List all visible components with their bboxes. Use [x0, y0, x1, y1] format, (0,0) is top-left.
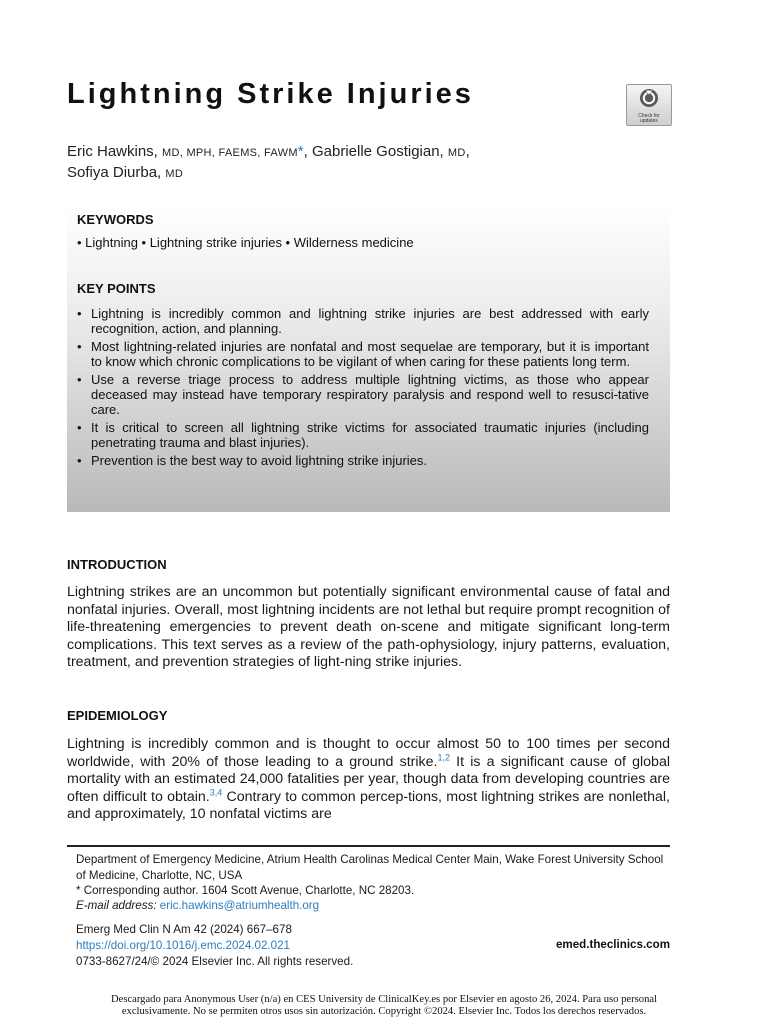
author-name: Gabrielle Gostigian, [311, 143, 444, 160]
citation-link[interactable]: 1,2 [437, 751, 450, 762]
key-point-item: • Lightning is incredibly common and lightning strike injuries are best addressed with early recognition, action, and planning. [77, 306, 649, 336]
email-link[interactable]: eric.hawkins@atriumhealth.org [159, 899, 320, 912]
journal-website[interactable]: emed.theclinics.com [555, 938, 670, 951]
author-name: Sofiya Diurba, [67, 164, 162, 181]
corresponding-author-note: * Corresponding author. 1604 Scott Avenue, Charlotte, NC 28203. [76, 884, 415, 897]
download-notice-line-2: exclusivamente. No se permiten otros usos sin autorización. Copyright ©2024. Elsevier Inc. Todos los derechos reservados. [121, 1006, 647, 1017]
key-points-heading: KEY POINTS [77, 281, 156, 296]
key-point-item: • Use a reverse triage process to address multiple lightning victims, as those who appear deceased may instead have temporary respiratory paralysis and respond well to resusci-tative care. [77, 372, 649, 417]
doi-link[interactable] [76, 938, 290, 954]
key-points-list [77, 306, 649, 471]
doi-text[interactable]: https://doi.org/10.1016/j.emc.2024.02.021 [76, 939, 290, 952]
author-separator: , [303, 143, 308, 160]
check-for-updates-badge[interactable] [626, 84, 672, 126]
check-for-updates-icon [638, 87, 660, 109]
author-degrees: MD [447, 147, 466, 159]
keywords-heading: KEYWORDS [77, 212, 154, 227]
corresponding-author-mark[interactable]: * [297, 143, 304, 160]
epidemiology-text: Lightning is incredibly common and is thought to occur almost 50 to 100 times per second worldwide, with 20% of those leading to a ground strike. [67, 736, 670, 770]
article-title: Lightning Strike Injuries [67, 78, 474, 110]
author-separator: , [465, 143, 470, 160]
key-point-item: • Prevention is the best way to avoid lightning strike injuries. [77, 453, 649, 468]
citation-link[interactable]: 3,4 [209, 787, 223, 798]
download-notice [40, 994, 728, 1018]
epidemiology-text: It is a significant cause of global mortality with an estimated 24,000 fatalities per year, though data from developing countries are often difficult to obtain. [67, 753, 670, 805]
introduction-heading: INTRODUCTION [67, 557, 167, 572]
epidemiology-text: Contrary to common percep-tions, most lightning strikes are nonlethal, and approximately, 10 nonfatal victims are [67, 788, 670, 823]
copyright-line: 0733-8627/24/© 2024 Elsevier Inc. All rights reserved. [76, 955, 354, 968]
journal-citation: Emerg Med Clin N Am 42 (2024) 667–678 [76, 923, 292, 936]
author-degrees: MD [165, 168, 184, 180]
key-point-item: • It is critical to screen all lightning strike victims for associated traumatic injuries (including penetrating trauma and blast injuries). [77, 420, 649, 450]
author-name: Eric Hawkins, [67, 143, 158, 160]
email-line [76, 898, 670, 914]
keywords-list: • Lightning • Lightning strike injuries • Wilderness medicine [77, 235, 414, 250]
badge-label-line-2: updates [640, 118, 658, 124]
key-point-item: • Most lightning-related injuries are nonfatal and most sequelae are temporary, but it is important to know which chronic complications to be vigilant of when caring for these patients long term. [77, 339, 649, 369]
author-degrees: MD, MPH, FAEMS, FAWM [162, 147, 298, 159]
epidemiology-paragraph [67, 736, 670, 824]
badge-label-line-1: Check for [638, 113, 660, 119]
footnote-divider [67, 845, 670, 847]
epidemiology-heading: EPIDEMIOLOGY [67, 708, 168, 723]
affiliation-note: Department of Emergency Medicine, Atrium Health Carolinas Medical Center Main, Wake Forest University School of Medicine, Charlotte, NC, USA [76, 853, 664, 882]
download-notice-line-1: Descargado para Anonymous User (n/a) en CES University de ClinicalKey.es por Elsevier en agosto 26, 2024. Para uso personal [110, 994, 658, 1005]
keywords-keypoints-box [67, 206, 670, 512]
email-label: E-mail address: [76, 899, 157, 912]
author-list [67, 142, 687, 184]
introduction-paragraph: Lightning strikes are an uncommon but potentially significant environmental cause of fatal and nonfatal injuries. Overall, most lightning incidents are not lethal but require prompt recognition of life-threatening emergencies to prevent death on-scene and mitigate significant long-term complications. This text serves as a review of the path-ophysiology, injury patterns, evaluation, treatment, and prevention strategies of light-ning strike injuries. [67, 584, 670, 671]
